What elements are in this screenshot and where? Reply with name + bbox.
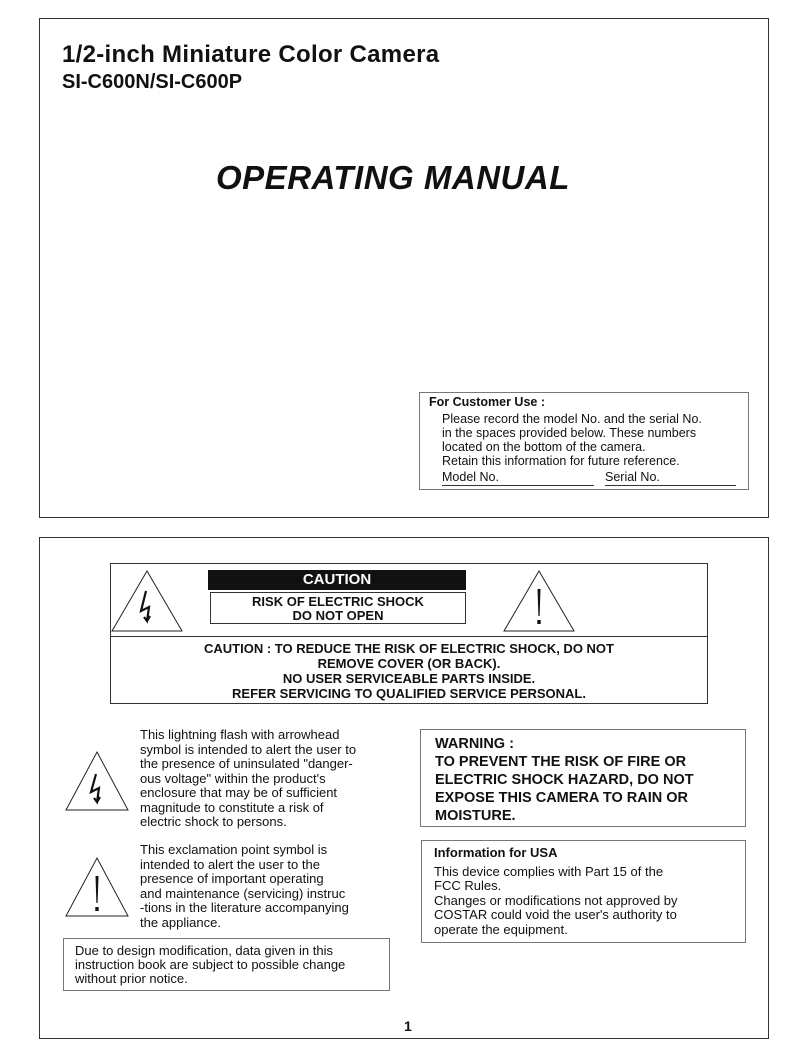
usa-line: FCC Rules. <box>434 878 502 893</box>
design-notice-box <box>63 938 390 991</box>
exclamation-warning-icon <box>502 569 576 633</box>
customer-use-box <box>419 392 749 490</box>
notice-line: Due to design modification, data given in this <box>75 943 333 958</box>
customer-line: Please record the model No. and the serial No. <box>442 412 702 426</box>
exclamation-line: and maintenance (servicing) instruc <box>140 885 346 901</box>
caution-line: CAUTION : TO REDUCE THE RISK OF ELECTRIC SHOCK, DO NOT <box>204 641 614 656</box>
customer-line: in the spaces provided below. These numbers <box>442 426 697 440</box>
serial-no-field <box>605 470 736 486</box>
warning-box <box>420 729 746 827</box>
lightning-symbol-icon <box>64 750 130 812</box>
exclamation-line: This exclamation point symbol is <box>140 842 328 857</box>
lightning-line: This lightning flash with arrowhead <box>140 727 340 742</box>
risk-box <box>210 592 466 624</box>
usa-line: COSTAR could void the user's authority to <box>434 907 677 922</box>
model-numbers: SI-C600N/SI-C600P <box>62 71 243 93</box>
exclamation-line: presence of important operating <box>140 871 324 886</box>
risk-line: RISK OF ELECTRIC SHOCK <box>252 594 424 609</box>
page-number: 1 <box>404 1018 412 1034</box>
serial-no-label: Serial No. <box>605 470 660 484</box>
lightning-description <box>140 728 392 830</box>
usa-info-box <box>421 840 746 943</box>
usa-line: operate the equipment. <box>434 921 568 937</box>
notice-line: instruction book are subject to possible change <box>75 957 346 972</box>
exclamation-description <box>140 843 392 930</box>
usa-line: This device complies with Part 15 of the <box>434 863 664 879</box>
lightning-line: ous voltage" within the product's <box>140 770 326 786</box>
customer-line: Retain this information for future reference. <box>442 454 680 468</box>
caution-label: CAUTION <box>208 570 466 590</box>
model-no-field <box>442 470 594 486</box>
lightning-line: the presence of uninsulated "danger- <box>140 756 353 771</box>
exclamation-line: the appliance. <box>140 914 221 930</box>
warning-line: TO PREVENT THE RISK OF FIRE OR <box>435 754 687 770</box>
customer-line: located on the bottom of the camera. <box>442 440 646 454</box>
lightning-line: magnitude to constitute a risk of <box>140 799 324 815</box>
manual-title: OPERATING MANUAL <box>216 159 570 196</box>
exclamation-line: intended to alert the user to the <box>140 856 320 872</box>
warning-line: MOISTURE. <box>435 808 516 824</box>
warning-line: ELECTRIC SHOCK HAZARD, DO NOT <box>435 772 694 788</box>
notice-line: without prior notice. <box>75 971 188 986</box>
customer-use-label: For Customer Use : <box>429 395 545 409</box>
caution-line: NO USER SERVICEABLE PARTS INSIDE. <box>282 671 536 686</box>
warning-line: EXPOSE THIS CAMERA TO RAIN OR <box>435 790 688 806</box>
model-no-label: Model No. <box>442 470 499 484</box>
lightning-line: symbol is intended to alert the user to <box>140 741 357 757</box>
lightning-line: electric shock to persons. <box>140 814 287 829</box>
usa-title: Information for USA <box>434 845 558 860</box>
risk-line: DO NOT OPEN <box>292 608 384 623</box>
exclamation-symbol-icon <box>64 856 130 918</box>
caution-line: REFER SERVICING TO QUALIFIED SERVICE PERSONAL. <box>232 686 586 701</box>
product-title: 1/2-inch Miniature Color Camera <box>62 41 440 68</box>
lightning-line: enclosure that may be of sufficient <box>140 785 338 800</box>
record-fields <box>442 470 738 487</box>
customer-use-text <box>442 412 742 468</box>
caution-text <box>110 636 708 704</box>
safety-panel <box>39 537 769 1039</box>
caution-line: REMOVE COVER (OR BACK). <box>317 656 501 671</box>
exclamation-line: -tions in the literature accompanying <box>140 900 349 915</box>
usa-line: Changes or modifications not approved by <box>434 892 678 908</box>
cover-panel <box>39 18 769 518</box>
lightning-warning-icon <box>110 569 184 633</box>
warning-title: WARNING : <box>435 736 514 752</box>
